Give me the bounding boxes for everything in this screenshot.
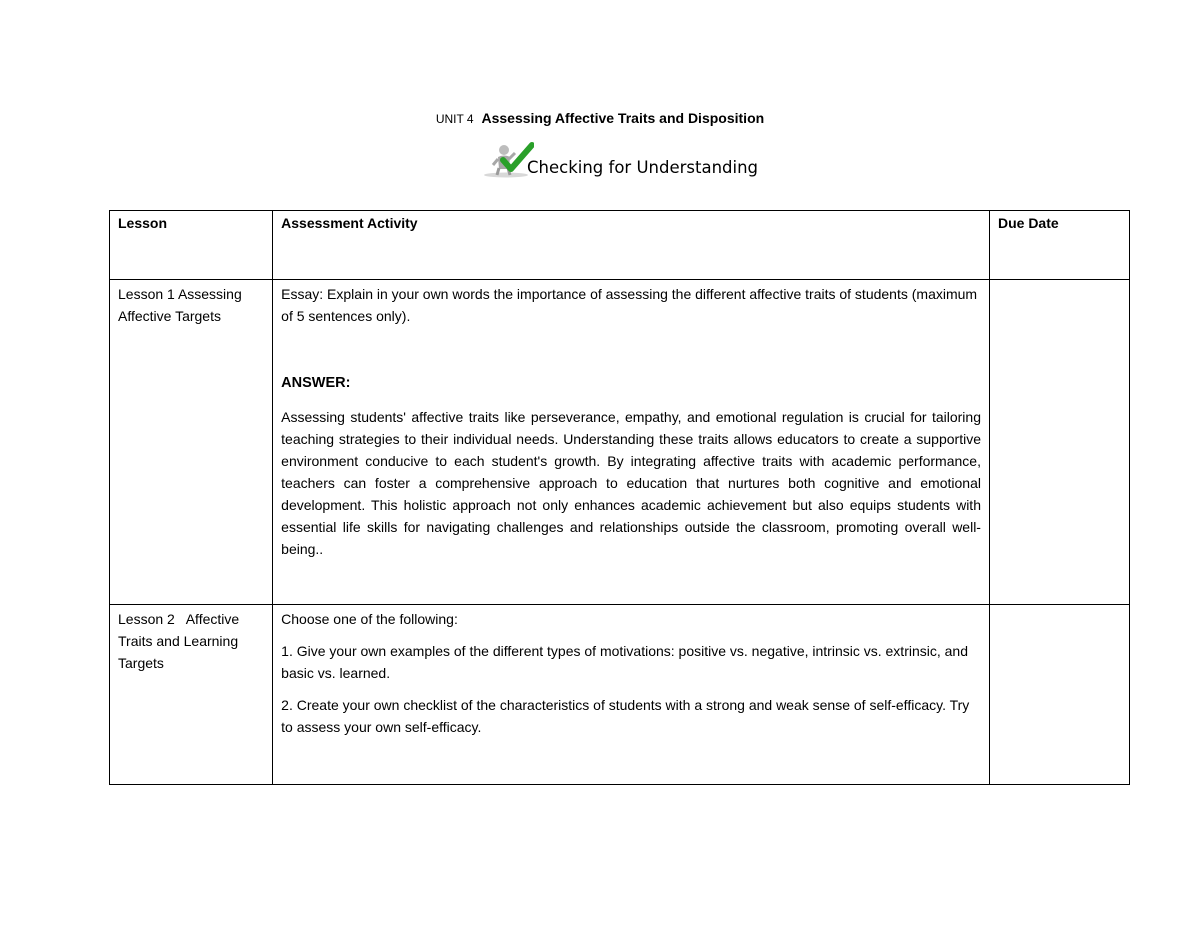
assessment-table — [109, 210, 1130, 785]
table-row — [110, 280, 1130, 605]
choose-instruction: Choose one of the following: — [281, 611, 458, 627]
due-date-cell — [989, 605, 1129, 785]
header-lesson: Lesson — [110, 211, 273, 280]
table-row — [110, 605, 1130, 785]
subtitle-text: Checking for Understanding — [527, 158, 759, 177]
activity-cell — [273, 605, 990, 785]
document-title — [0, 110, 1200, 126]
option-1: 1. Give your own examples of the different types of motivations: positive vs. negative, intrinsic vs. extrinsic, and basic vs. learned. — [281, 643, 968, 681]
unit-title: Assessing Affective Traits and Disposition — [481, 110, 765, 126]
table-header-row — [110, 211, 1130, 280]
header-assessment-activity: Assessment Activity — [273, 211, 990, 280]
activity-cell — [273, 280, 990, 605]
option-2: 2. Create your own checklist of the characteristics of students with a strong and weak sense of self-efficacy. Try to assess your own self-efficacy. — [281, 697, 970, 735]
answer-label: ANSWER: — [281, 375, 351, 391]
essay-prompt: Essay: Explain in your own words the importance of assessing the different affective traits of students (maximum of 5 sentences only). — [281, 286, 978, 324]
checking-understanding-heading — [480, 140, 800, 180]
due-date-cell — [989, 280, 1129, 605]
lesson-cell: Lesson 1 Assessing Affective Targets — [110, 280, 273, 605]
header-due-date: Due Date — [989, 211, 1129, 280]
unit-label: UNIT 4 — [435, 112, 474, 126]
lesson-cell: Lesson 2 Affective Traits and Learning Targets — [110, 605, 273, 785]
answer-text: Assessing students' affective traits like perseverance, empathy, and emotional regulation is crucial for tailoring teaching strategies to their individual needs. Understanding these traits allows educators to create a supportive environment conducive to each student's growth. By integrating affective traits with academic performance, teachers can foster a comprehensive approach to education that nurtures both cognitive and emotional development. This holistic approach not only enhances academic achievement but also equips students with essential life skills for navigating challenges and relationships outside the classroom, promoting overall well-being.. — [281, 409, 981, 557]
